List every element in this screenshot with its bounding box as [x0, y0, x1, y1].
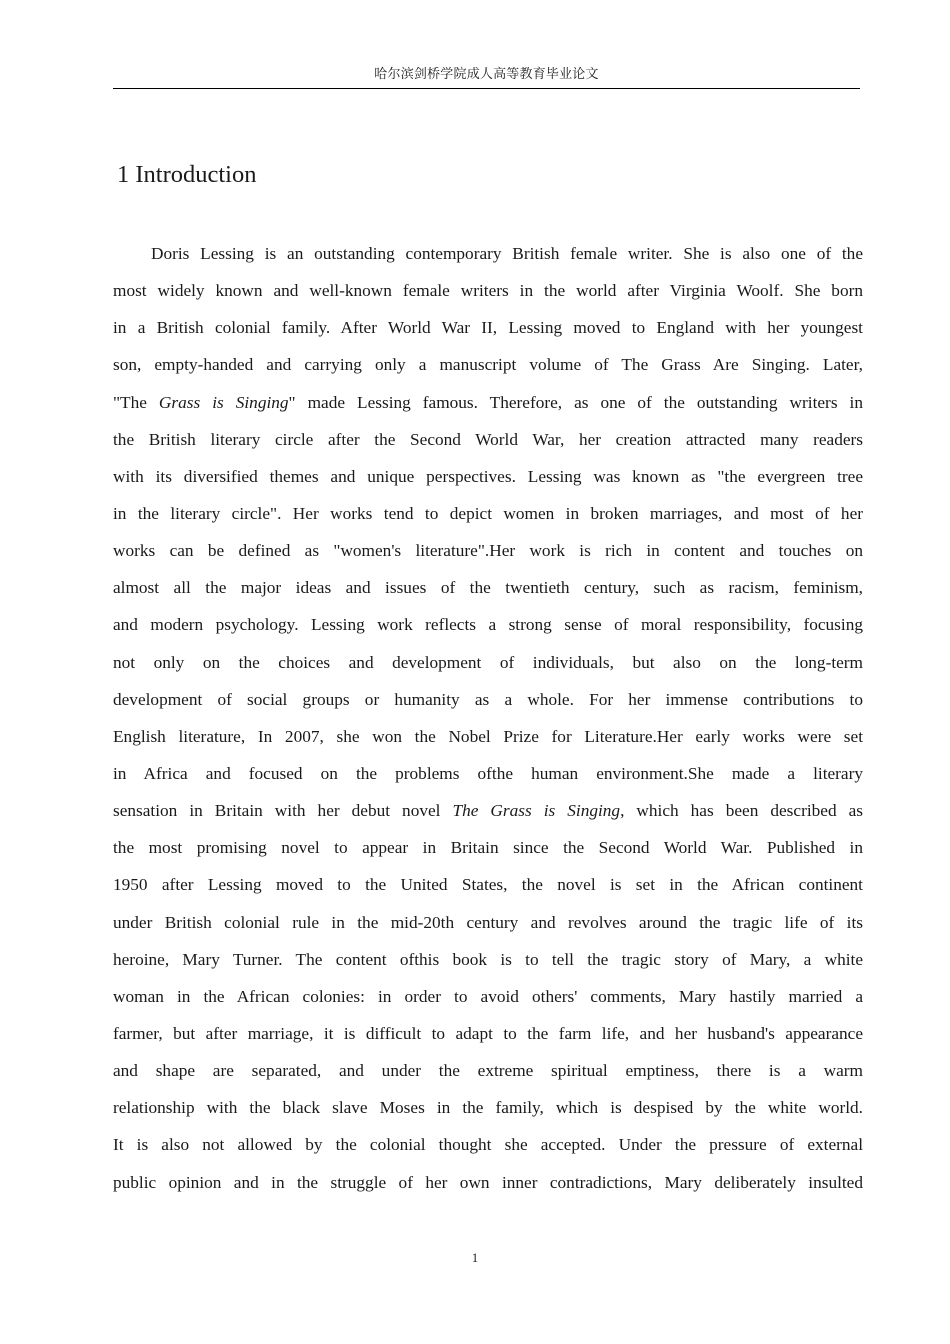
line-text: " made Lessing famous. Therefore, as one of the outstanding writers in — [288, 392, 863, 412]
paragraph-line: public opinion and in the struggle of her own inner contradictions, Mary deliberately insulted — [113, 1172, 863, 1192]
section-heading: 1 Introduction — [117, 161, 257, 188]
line-text: "The — [113, 392, 159, 412]
paragraph-line: and modern psychology. Lessing work reflects a strong sense of moral responsibility, focusing — [113, 615, 863, 635]
paragraph-line: with its diversified themes and unique perspectives. Lessing was known as "the evergreen tree — [113, 466, 863, 486]
paragraph-line: Doris Lessing is an outstanding contemporary British female writer. She is also one of the — [151, 244, 863, 263]
paragraph-line: the most promising novel to appear in Britain since the Second World War. Published in — [113, 838, 863, 858]
paragraph-line: in a British colonial family. After World War II, Lessing moved to England with her youngest — [113, 318, 863, 338]
paragraph-line: heroine, Mary Turner. The content ofthis book is to tell the tragic story of Mary, a white — [113, 949, 863, 969]
paragraph-line — [113, 384, 863, 421]
paragraph-line: the British literary circle after the Second World War, her creation attracted many readers — [113, 429, 863, 449]
paragraph-line: works can be defined as "women's literature".Her work is rich in content and touches on — [113, 541, 863, 561]
paragraph-line: almost all the major ideas and issues of the twentieth century, such as racism, feminism, — [113, 578, 863, 598]
paragraph-line: in the literary circle". Her works tend to depict women in broken marriages, and most of her — [113, 503, 863, 523]
paragraph-line: under British colonial rule in the mid-20th century and revolves around the tragic life of its — [113, 912, 863, 932]
paragraph-line — [113, 792, 863, 829]
paragraph-line: It is also not allowed by the colonial thought she accepted. Under the pressure of external — [113, 1135, 863, 1155]
header-rule — [113, 88, 860, 89]
paragraph-line: in Africa and focused on the problems ofthe human environment.She made a literary — [113, 763, 863, 783]
paragraph-line: development of social groups or humanity as a whole. For her immense contributions to — [113, 689, 863, 709]
page-number: 1 — [471, 1251, 479, 1265]
paragraph-line: not only on the choices and development of individuals, but also on the long-term — [113, 652, 863, 672]
line-text: sensation in Britain with her debut novel — [113, 801, 453, 821]
paragraph-line: son, empty-handed and carrying only a manuscript volume of The Grass Are Singing. Later, — [113, 355, 863, 375]
body-paragraph — [113, 235, 863, 1201]
paragraph-line: most widely known and well-known female writers in the world after Virginia Woolf. She born — [113, 281, 863, 301]
paragraph-line: relationship with the black slave Moses in the family, which is despised by the white world. — [113, 1098, 863, 1118]
line-text: , which has been described as — [620, 801, 863, 821]
paragraph-line: and shape are separated, and under the extreme spiritual emptiness, there is a warm — [113, 1061, 863, 1081]
paragraph-line: 1950 after Lessing moved to the United States, the novel is set in the African continent — [113, 875, 863, 895]
running-header: 哈尔滨剑桥学院成人高等教育毕业论文 — [374, 67, 599, 82]
italic-title: Grass is Singing — [158, 392, 289, 412]
paragraph-line: farmer, but after marriage, it is difficult to adapt to the farm life, and her husband's appearance — [113, 1023, 863, 1043]
paragraph-line: English literature, In 2007, she won the Nobel Prize for Literature.Her early works were set — [113, 726, 863, 746]
paragraph-line: woman in the African colonies: in order to avoid others' comments, Mary hastily married a — [113, 986, 863, 1006]
italic-title: The Grass is Singing — [452, 801, 621, 821]
